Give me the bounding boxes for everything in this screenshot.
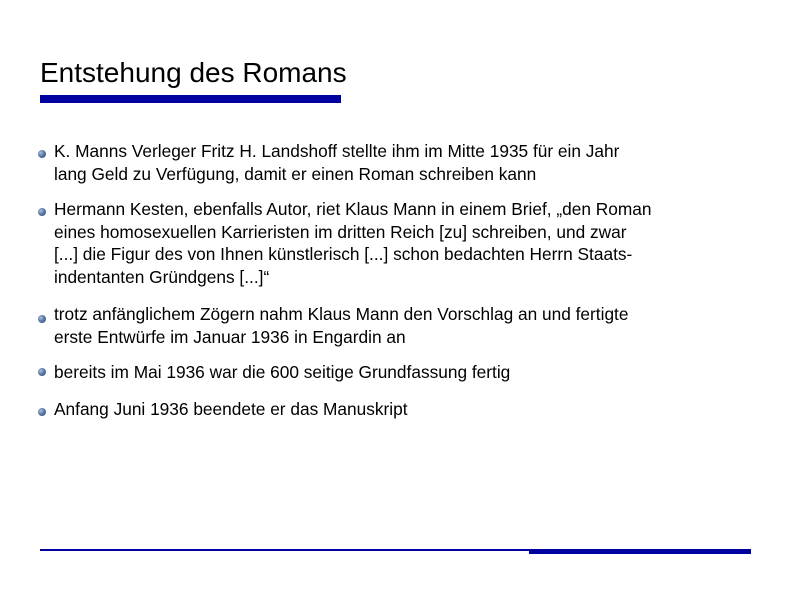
bullet-text: trotz anfänglichem Zögern nahm Klaus Mann den Vorschlag an und fertigte erste Entwürfe im Januar 1936 in Engardin an bbox=[54, 304, 629, 347]
footer-accent-bar bbox=[529, 550, 751, 554]
bullet-text: Anfang Juni 1936 beendete er das Manuskript bbox=[54, 399, 408, 419]
bullet-text: K. Manns Verleger Fritz H. Landshoff stellte ihm im Mitte 1935 für ein Jahr lang Geld zu Verfügung, damit er einen Roman schreiben kann bbox=[54, 141, 620, 184]
bullet-dot-icon bbox=[38, 150, 46, 158]
bullet-dot-icon bbox=[38, 208, 46, 216]
slide-title: Entstehung des Romans bbox=[40, 57, 347, 88]
bullet-text: bereits im Mai 1936 war die 600 seitige Grundfassung fertig bbox=[54, 362, 511, 382]
bullet-dot-icon bbox=[38, 408, 46, 416]
bullet-text: Hermann Kesten, ebenfalls Autor, riet Klaus Mann in einem Brief, „den Roman eines homosexuellen Karrieristen im dritten Reich [zu] schreiben, und zwar [...] die Figur des von Ihnen künstlerisch [...] schon bedachten Herrn Staats- indentanten Gründgens [...]“ bbox=[54, 199, 652, 287]
bullet-dot-icon bbox=[38, 315, 46, 323]
bullet-dot-icon bbox=[38, 368, 46, 376]
